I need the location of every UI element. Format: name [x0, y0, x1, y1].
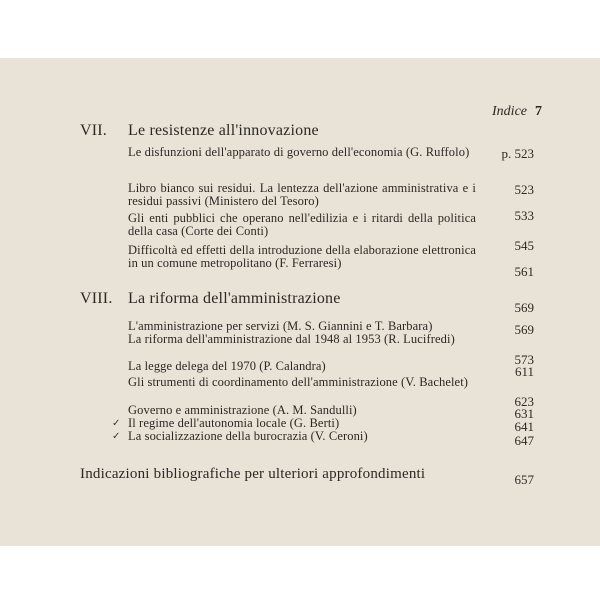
toc-entry-page: 647 — [514, 433, 534, 448]
running-head-label: Indice — [492, 104, 527, 119]
toc-entry: Difficoltà ed effetti della introduzione della elaborazione elettronica in un comune metropolitano (F. Ferraresi) — [128, 243, 476, 270]
pencil-tick-icon: ✓ — [112, 418, 121, 429]
toc-entry-page: 561 — [514, 264, 534, 279]
chapter-number: VII. — [80, 122, 108, 139]
toc-entry-page: 523 — [514, 182, 534, 197]
running-head-page-number: 7 — [535, 104, 542, 119]
toc-entry-page: 611 — [514, 364, 534, 379]
toc-entry-page: 533 — [514, 208, 534, 223]
toc-entry-page: 623 — [514, 394, 534, 409]
chapter-heading — [80, 122, 319, 140]
toc-entry-page: 569 — [514, 322, 534, 337]
chapter-title: La riforma dell'amministrazione — [128, 290, 341, 307]
running-head — [492, 104, 542, 120]
bibliography-entry: Indicazioni bibliografiche per ulteriori approfondimenti — [80, 466, 426, 482]
chapter-number: VIII. — [80, 290, 113, 307]
toc-entry: L'amministrazione per servizi (M. S. Giannini e T. Barbara) — [128, 319, 433, 333]
toc-entry: Le disfunzioni dell'apparato di governo dell'economia (G. Ruffolo) — [128, 145, 470, 159]
toc-entry-page: 573 — [514, 352, 534, 367]
toc-entry: Libro bianco sui residui. La lentezza dell'azione amministrativa e i residui passivi (Ministero del Tesoro) — [128, 181, 476, 208]
toc-entry: Gli enti pubblici che operano nell'edilizia e i ritardi della politica della casa (Corte dei Conti) — [128, 211, 476, 238]
pencil-tick-icon: ✓ — [112, 431, 121, 442]
book-page — [0, 58, 600, 546]
toc-entry-page: 641 — [514, 419, 534, 434]
toc-entry-page: 545 — [514, 238, 534, 253]
chapter-page: 569 — [514, 300, 534, 315]
toc-entry-page: p. 523 — [501, 146, 534, 161]
toc-entry: La legge delega del 1970 (P. Calandra) — [128, 359, 326, 373]
toc-entry: Governo e amministrazione (A. M. Sandulli) — [128, 403, 357, 417]
toc-entry: Gli strumenti di coordinamento dell'amministrazione (V. Bachelet) — [128, 375, 469, 389]
toc-entry: Il regime dell'autonomia locale (G. Berti) — [128, 416, 340, 430]
toc-entry: La socializzazione della burocrazia (V. Ceroni) — [128, 429, 368, 443]
toc-entry-page: 631 — [514, 406, 534, 421]
chapter-heading — [80, 290, 341, 308]
chapter-title: Le resistenze all'innovazione — [128, 122, 319, 139]
toc-entry: La riforma dell'amministrazione dal 1948 al 1953 (R. Lucifredi) — [128, 332, 455, 346]
bibliography-page: 657 — [514, 472, 534, 487]
